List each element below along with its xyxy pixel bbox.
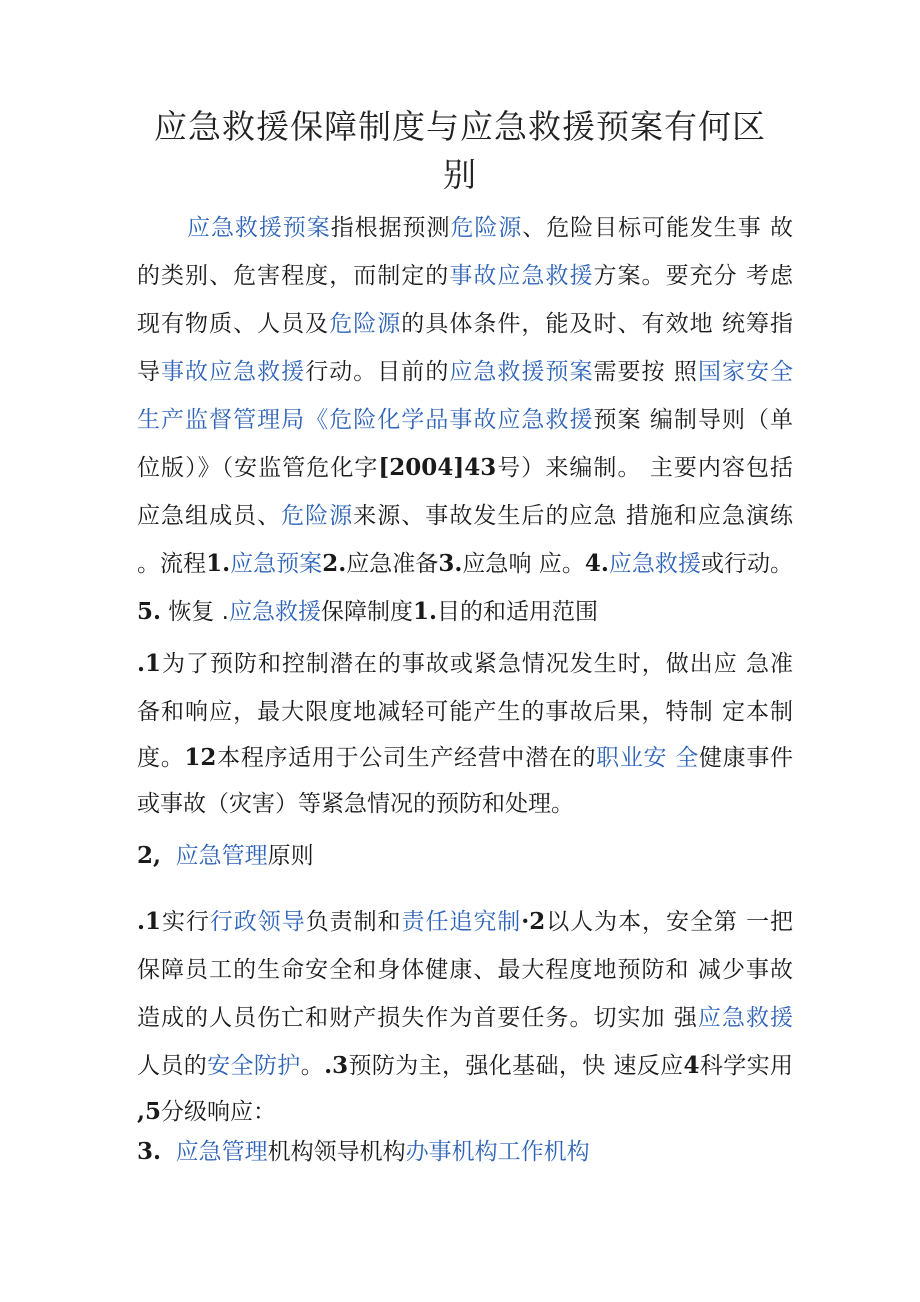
link-safety-protection[interactable]: 安全防护 xyxy=(207,1053,301,1079)
link-national-safety[interactable]: 国家安全 xyxy=(697,359,794,385)
section-3-heading: 3. 应急管理机构领导机构办事机构工作机构 xyxy=(137,1138,590,1165)
link-occupational-safety[interactable]: 职业安 全 xyxy=(596,745,699,771)
p1-line-2: 的类别、危害程度，而制定的事故应急救援方案。要充分 考虑 xyxy=(137,263,794,289)
p3-line-2: 保障员工的生命安全和身体健康、最大程度地预防和 减少事故 xyxy=(137,957,793,983)
document-title-line-1: 应急救援保障制度与应急救援预案有何区 xyxy=(154,107,766,146)
link-emergency-rescue[interactable]: 应急救援 xyxy=(697,1005,793,1031)
p2-line-1: .1为了预防和控制潜在的事故或紧急情况发生时，做出应 急准 xyxy=(137,650,793,677)
link-emergency-rescue-plan[interactable]: 应急救援预案 xyxy=(449,359,594,385)
link-accident-emergency-rescue[interactable]: 事故应急救援 xyxy=(449,263,594,289)
p3-line-3: 造成的人员伤亡和财产损失作为首要任务。切实加 强应急救援 xyxy=(137,1005,793,1031)
p3-line-5: ,5分级响应： xyxy=(137,1098,277,1125)
link-hazard-source[interactable]: 危险源 xyxy=(329,311,402,337)
link-safety-supervision-bureau[interactable]: 生产监督管理局 xyxy=(137,407,306,433)
p2-line-3: 度。12本程序适用于公司生产经营中潜在的职业安 全健康事件 xyxy=(137,744,794,771)
link-accountability-system[interactable]: 责任追究制 xyxy=(401,909,522,935)
link-hazard-source[interactable]: 危险源 xyxy=(450,215,523,241)
link-administrative-leadership[interactable]: 行政领导 xyxy=(209,909,306,935)
p1-line-5: 生产监督管理局《危险化学品事故应急救援预案 编制导则（单 xyxy=(137,407,794,433)
link-emergency-rescue-plan[interactable]: 应急救援预案 xyxy=(187,215,331,241)
link-emergency-management[interactable]: 应急管理 xyxy=(175,843,268,869)
p1-line-9: 5. 恢复 .应急救援保障制度1.目的和适用范围 xyxy=(137,598,598,625)
p3-line-4: 人员的安全防护。.3预防为主，强化基础，快 速反应4科学实用 xyxy=(137,1052,794,1079)
p1-line-8: 。流程1.应急预案2.应急准备3.应急响 应。4.应急救援或行动。 xyxy=(137,550,794,577)
link-emergency-rescue[interactable]: 应急救援 xyxy=(608,551,701,577)
link-hazard-source[interactable]: 危险源 xyxy=(281,503,354,529)
link-emergency-rescue[interactable]: 应急救援 xyxy=(228,599,321,625)
section-2-heading: 2, 应急管理原则 xyxy=(137,842,314,869)
p1-line-6: 位版）》（安监管危化字[2004]43号）来编制。 主要内容包括 xyxy=(137,454,794,481)
p1-line-4: 导事故应急救援行动。目前的应急救援预案需要按 照国家安全 xyxy=(137,359,794,385)
p1-line-3: 现有物质、人员及危险源的具体条件，能及时、有效地 统筹指 xyxy=(137,311,794,337)
p2-line-4: 或事故（灾害）等紧急情况的预防和处理。 xyxy=(137,791,574,817)
link-emergency-management[interactable]: 应急管理 xyxy=(175,1139,268,1165)
link-hazardous-chemicals-rescue[interactable]: 《危险化学品事故应急救援 xyxy=(305,407,594,433)
document-title-line-2: 别 xyxy=(443,155,477,194)
p1-line-7: 应急组成员、危险源来源、事故发生后的应急 措施和应急演练 xyxy=(137,503,794,529)
p2-line-2: 备和响应，最大限度地减轻可能产生的事故后果，特制 定本制 xyxy=(137,699,793,725)
p3-line-1: .1实行行政领导负责制和责任追究制·2以人为本，安全第 一把 xyxy=(137,908,794,935)
link-emergency-plan[interactable]: 应急预案 xyxy=(230,551,323,577)
p1-line-1: 应急救援预案指根据预测危险源、危险目标可能发生事 故 xyxy=(187,215,794,241)
link-office-work-agency[interactable]: 办事机构工作机构 xyxy=(405,1139,590,1165)
link-accident-emergency-rescue[interactable]: 事故应急救援 xyxy=(161,359,306,385)
